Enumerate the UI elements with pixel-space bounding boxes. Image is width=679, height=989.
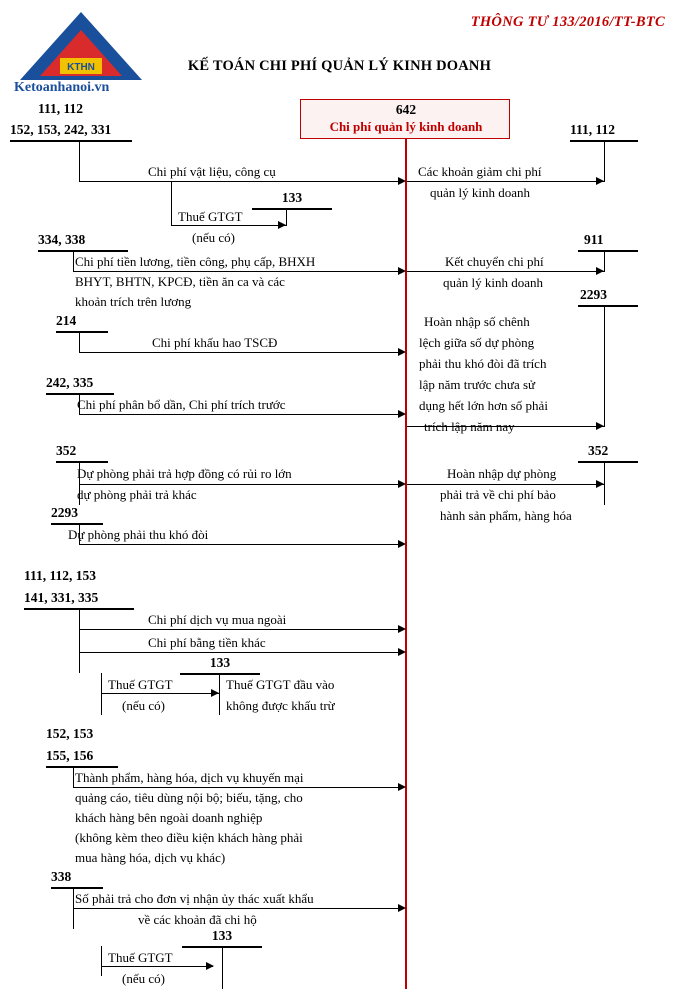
- caption-r3-l3: phải thu khó đòi đã trích: [419, 356, 547, 371]
- caption-vat4-l1: Thuế GTGT đầu vào: [226, 677, 335, 692]
- account-label-133-1: 133: [281, 190, 303, 205]
- arrow-c9-1: [398, 904, 406, 912]
- vline-vat3-src: [101, 673, 102, 715]
- caption-r3-l4: lập năm trước chưa sử: [419, 377, 536, 392]
- account-label-133-3: 133: [211, 928, 233, 943]
- page-title: KẾ TOÁN CHI PHÍ QUẢN LÝ KINH DOANH: [187, 58, 492, 74]
- logo-site-label: Ketoanhanoi.vn: [14, 80, 110, 95]
- arrow-c6: [398, 540, 406, 548]
- arrow-c3: [398, 348, 406, 356]
- caption-r1-l1: Các khoản giảm chi phí: [418, 164, 542, 179]
- caption-c9-l1: Số phải trả cho đơn vị nhận ủy thác xuất khẩu: [75, 891, 314, 906]
- caption-r3-l2: lệch giữa số dự phòng: [419, 335, 535, 350]
- caption-vat3-note: (nếu có): [122, 698, 165, 713]
- caption-vat3-label: Thuế GTGT: [108, 677, 173, 692]
- vline-a8: [73, 766, 74, 788]
- vline-a3: [79, 331, 80, 353]
- arrow-vat3: [211, 689, 219, 697]
- account-label-111-112-right: 111, 112: [570, 122, 616, 137]
- caption-c4: Chi phí phân bổ dần, Chi phí trích trước: [77, 397, 286, 412]
- caption-r1-l2: quản lý kinh doanh: [430, 185, 531, 200]
- underline-a5: [56, 461, 108, 463]
- vline-r1: [604, 140, 605, 182]
- account-642-box: [300, 99, 510, 139]
- vline-133-3: [222, 946, 223, 989]
- account-label-155-156: 155, 156: [46, 748, 94, 763]
- caption-c5-l1: Dự phòng phải trả hợp đồng có rủi ro lớn: [77, 466, 292, 481]
- caption-c8-l1: Thành phẩm, hàng hóa, dịch vụ khuyến mại: [75, 770, 304, 785]
- account-label-242-335: 242, 335: [46, 375, 94, 390]
- account-label-352-left: 352: [56, 443, 77, 458]
- vline-a1: [79, 140, 80, 182]
- vline-a7: [79, 608, 80, 673]
- caption-c2-l2: BHYT, BHTN, KPCĐ, tiền ăn ca và các: [75, 274, 285, 289]
- caption-c7-l2: Chi phí bằng tiền khác: [148, 635, 266, 650]
- vline-a2: [73, 250, 74, 272]
- caption-vat5-note: (nếu có): [122, 971, 165, 986]
- account-label-111-112-left: 111, 112: [38, 101, 84, 116]
- caption-r3-l5: dụng hết lớn hơn số phải: [419, 398, 548, 413]
- underline-a3: [56, 331, 108, 333]
- vline-r3: [604, 305, 605, 427]
- arrow-c1: [398, 177, 406, 185]
- document-reference: THÔNG TƯ 133/2016/TT-BTC: [470, 14, 665, 30]
- underline-133-1: [252, 208, 332, 210]
- caption-vat4-l2: không được khấu trừ: [226, 698, 335, 713]
- caption-c6: Dự phòng phải thu khó đòi: [68, 527, 209, 542]
- account-label-334-338: 334, 338: [38, 232, 86, 247]
- arrow-r4: [596, 480, 604, 488]
- arrow-c7-1: [398, 625, 406, 633]
- logo: [16, 8, 146, 88]
- underline-r4: [578, 461, 638, 463]
- caption-r2-l2: quản lý kinh doanh: [443, 275, 544, 290]
- caption-r4-l2: phải trả về chi phí bảo: [440, 487, 556, 502]
- arrow-r3: [596, 422, 604, 430]
- account-label-911: 911: [584, 232, 604, 247]
- account-label-352-right: 352: [588, 443, 609, 458]
- logo-icon: [16, 8, 146, 88]
- caption-c2-l3: khoản trích trên lương: [75, 294, 192, 309]
- arrow-c7-2: [398, 648, 406, 656]
- caption-c8-l3: khách hàng bên ngoài doanh nghiệp: [75, 810, 263, 825]
- account-label-111-112-153: 111, 112, 153: [24, 568, 97, 583]
- caption-c5-l2: dự phòng phải trả khác: [77, 487, 197, 502]
- underline-r3: [578, 305, 638, 307]
- vline-133-1: [286, 208, 287, 226]
- arrow-vat1: [278, 221, 286, 229]
- caption-c9-l2: về các khoản đã chi hộ: [138, 912, 257, 927]
- caption-c2-l1: Chi phí tiền lương, tiền công, phụ cấp, BHXH: [75, 254, 316, 269]
- svg-text:KTHN: KTHN: [67, 62, 95, 73]
- account-label-2293-right: 2293: [580, 287, 607, 302]
- account-label-141-331-335: 141, 331, 335: [24, 590, 99, 605]
- vline-vat1-src: [171, 182, 172, 226]
- account-label-2293-left: 2293: [51, 505, 78, 520]
- arrow-c2: [398, 267, 406, 275]
- caption-r4-l1: Hoàn nhập dự phòng: [447, 466, 557, 481]
- vline-r4: [604, 461, 605, 505]
- account-label-152-153-242-331: 152, 153, 242, 331: [10, 122, 112, 137]
- caption-vat1-note: (nếu có): [192, 230, 235, 245]
- caption-r4-l3: hành sản phẩm, hàng hóa: [440, 508, 572, 523]
- caption-c8-l2: quảng cáo, tiêu dùng nội bộ; biếu, tặng, cho: [75, 790, 303, 805]
- vline-vat5-src: [101, 946, 102, 976]
- arrow-r2: [596, 267, 604, 275]
- underline-a1: [10, 140, 132, 142]
- caption-vat5-label: Thuế GTGT: [108, 950, 173, 965]
- arrow-vat5: [206, 962, 214, 970]
- caption-c8-l4: (không kèm theo điều kiện khách hàng phải: [75, 830, 303, 845]
- account-label-214: 214: [56, 313, 77, 328]
- vline-133-2: [219, 673, 220, 715]
- arrow-c5: [398, 480, 406, 488]
- caption-r3-l6: trích lập năm nay: [424, 419, 515, 434]
- account-642-label: Chi phí quản lý kinh doanh: [329, 119, 483, 134]
- arrow-c8: [398, 783, 406, 791]
- caption-c7-l1: Chi phí dịch vụ mua ngoài: [148, 612, 287, 627]
- account-642-number: 642: [395, 102, 417, 117]
- account-label-338: 338: [51, 869, 72, 884]
- vline-r2: [604, 250, 605, 272]
- caption-c3: Chi phí khấu hao TSCĐ: [152, 335, 278, 350]
- caption-c8-l5: mua hàng hóa, dịch vụ khác): [75, 850, 226, 865]
- underline-r2: [578, 250, 638, 252]
- arrow-c4: [398, 410, 406, 418]
- account-label-133-2: 133: [209, 655, 231, 670]
- account-label-152-153: 152, 153: [46, 726, 94, 741]
- caption-c1: Chi phí vật liệu, công cụ: [148, 164, 276, 179]
- caption-vat1-label: Thuế GTGT: [178, 209, 243, 224]
- arrow-r1: [596, 177, 604, 185]
- caption-r2-l1: Kết chuyển chi phí: [445, 254, 544, 269]
- caption-r3-l1: Hoàn nhập số chênh: [424, 314, 530, 329]
